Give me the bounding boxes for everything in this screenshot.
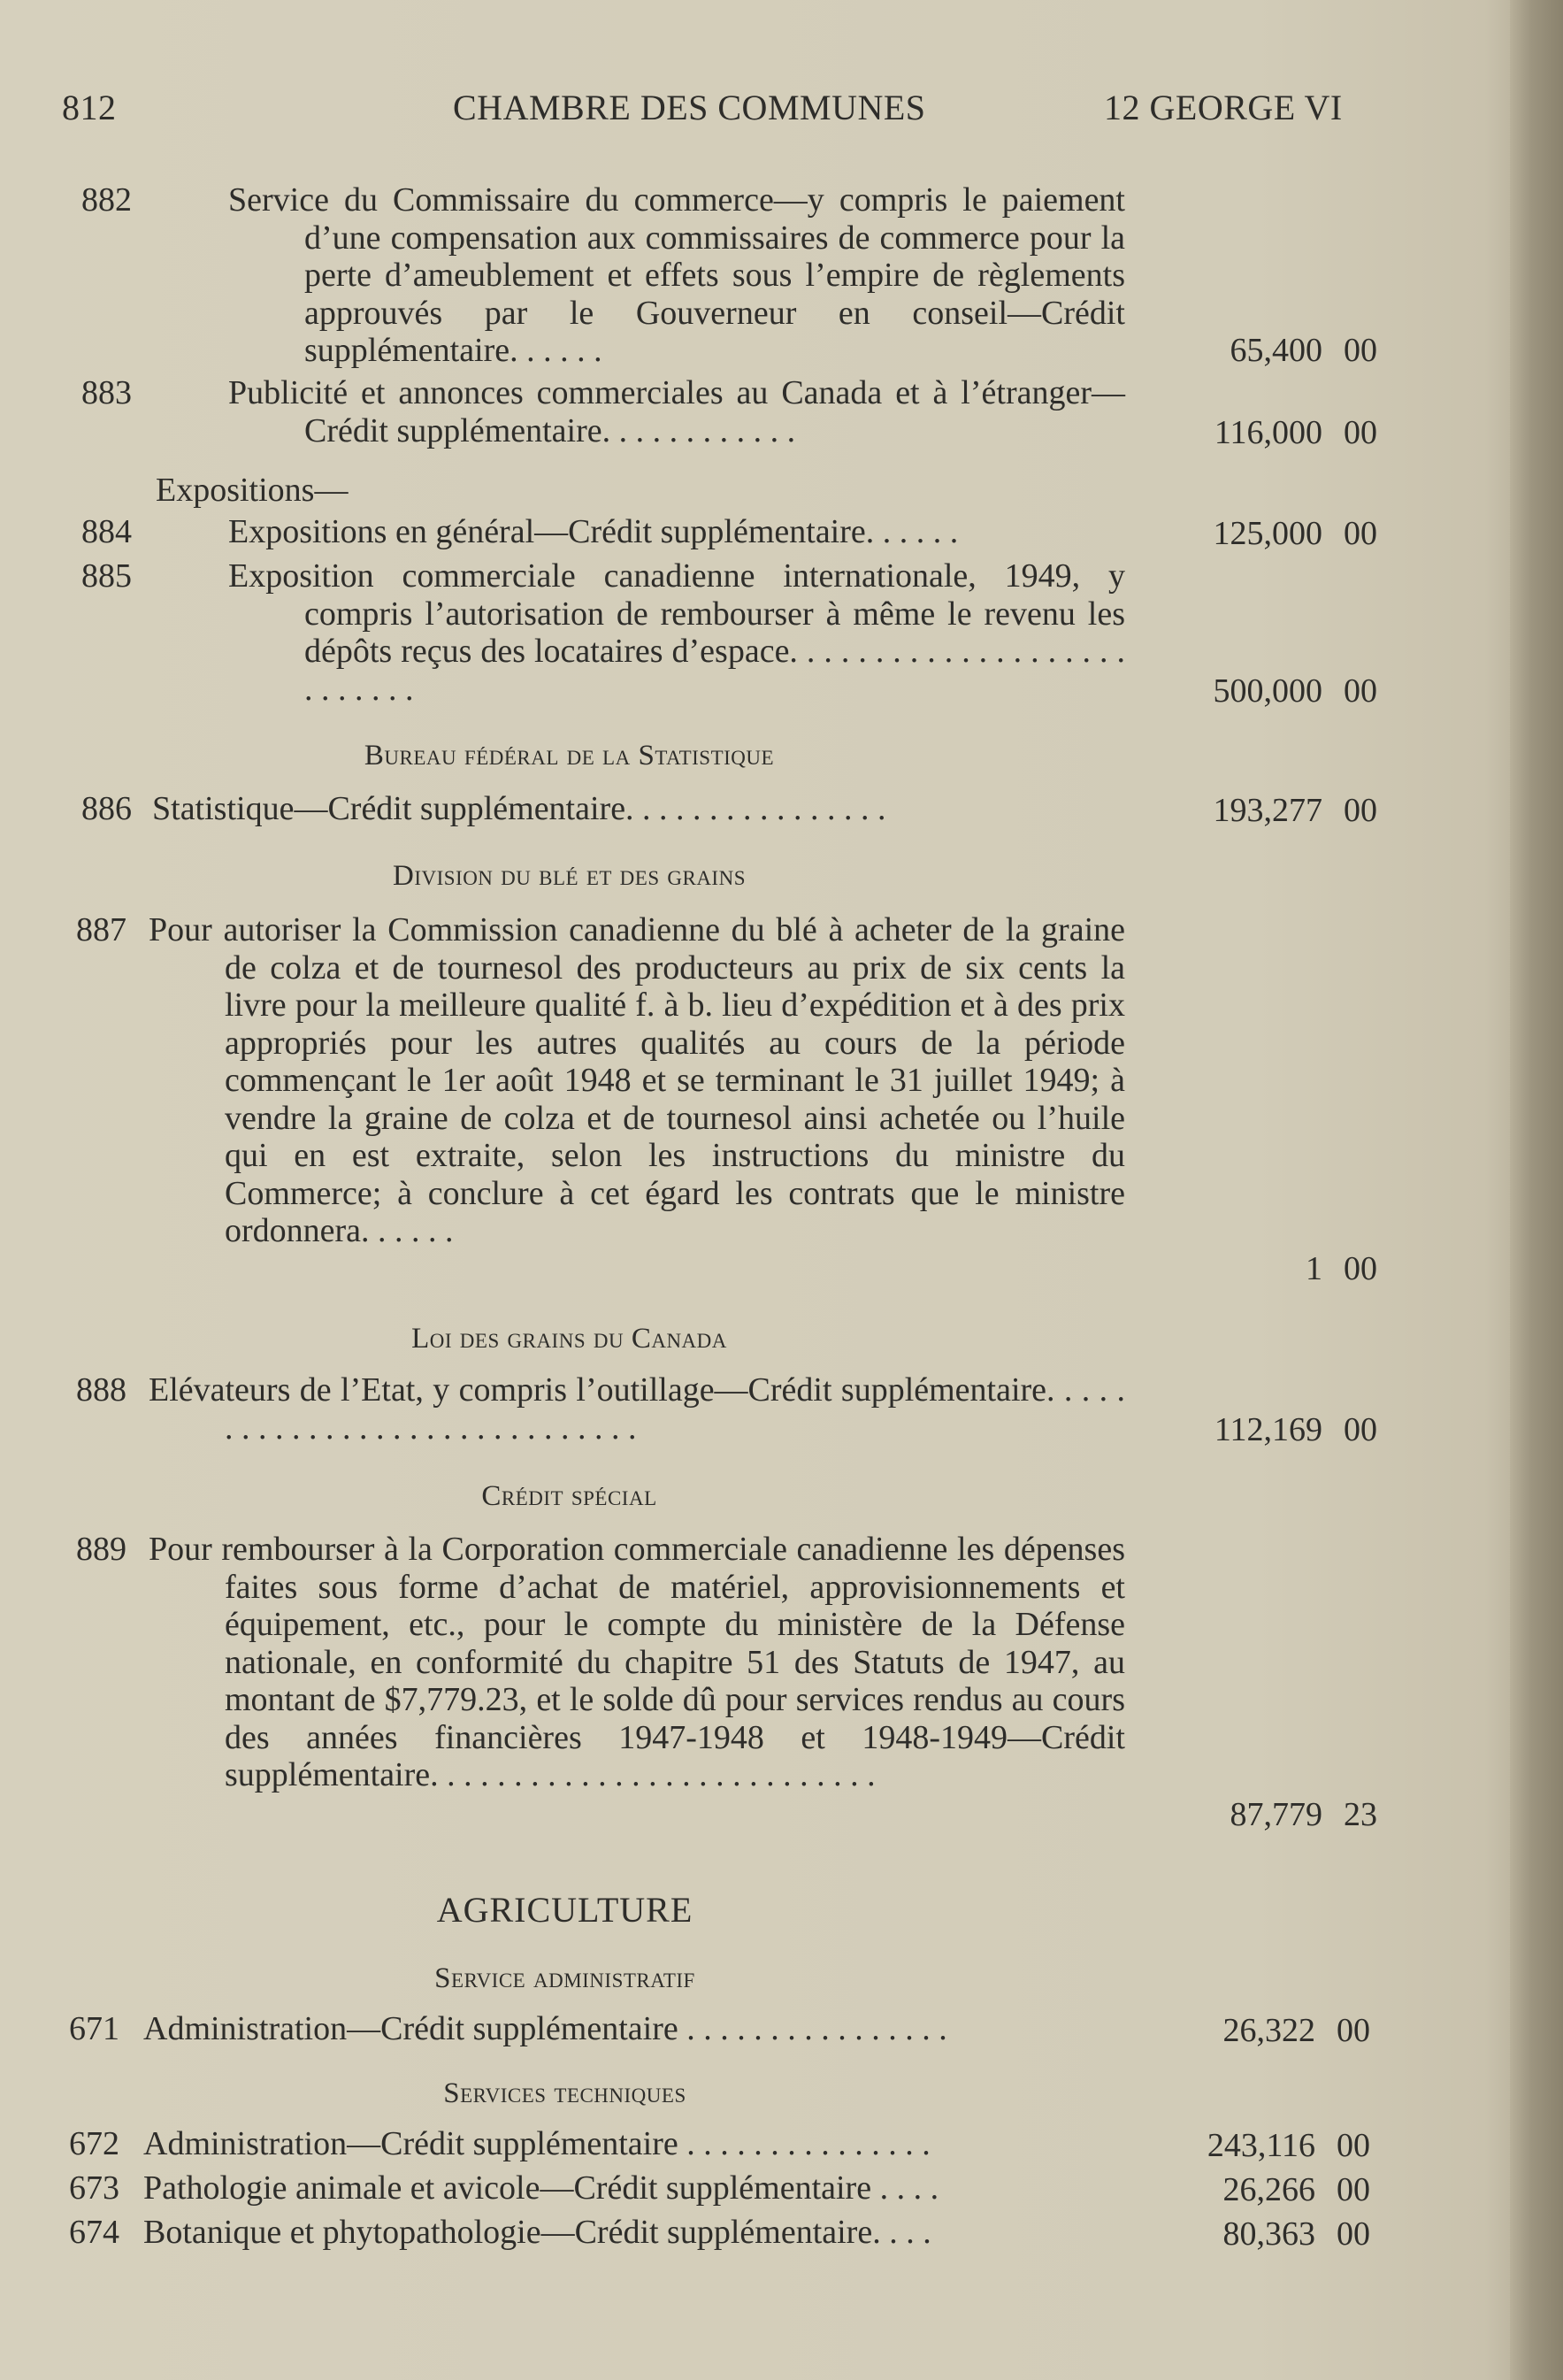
vote-amount: 125,000 00 bbox=[1213, 515, 1377, 552]
vote-number: 887 bbox=[76, 911, 126, 948]
vote-description: Botanique et phytopathologie—Crédit supplémentaire. . . . bbox=[143, 2214, 931, 2251]
vote-number: 888 bbox=[76, 1371, 126, 1409]
vote-amount: 500,000 00 bbox=[1213, 672, 1377, 710]
vote-description: Administration—Crédit supplémentaire . . . . . . . . . . . . . . . bbox=[143, 2125, 931, 2162]
vote-number: 672 bbox=[69, 2125, 119, 2162]
vote-description: Exposition commerciale canadienne internationale, 1949, y compris l’autorisation de rembourser à même le revenu les dépôts reçus des locataires d’espace. . . . . . . . . . . . . . . . . . . . . . . . . . . bbox=[228, 557, 1125, 708]
vote-number: 884 bbox=[81, 513, 132, 550]
vote-description: Publicité et annonces commerciales au Canada et à l’étranger—Crédit supplémentaire. . . . . . . . . . . . bbox=[228, 374, 1125, 449]
subheading-expositions: Expositions— bbox=[156, 472, 349, 509]
vote-amount: 243,116 00 bbox=[1207, 2127, 1370, 2164]
vote-number: 889 bbox=[76, 1531, 126, 1568]
section-heading-statistique: Bureau fédéral de la Statistique bbox=[364, 740, 775, 772]
vote-amount: 1 00 bbox=[1306, 1250, 1377, 1287]
vote-amount: 26,266 00 bbox=[1222, 2171, 1370, 2208]
section-heading-loi-grains: Loi des grains du Canada bbox=[411, 1323, 727, 1355]
page-title: CHAMBRE DES COMMUNES bbox=[453, 88, 926, 127]
vote-number: 673 bbox=[69, 2169, 119, 2207]
reign-label: 12 GEORGE VI bbox=[1104, 88, 1343, 127]
vote-amount: 116,000 00 bbox=[1214, 414, 1377, 451]
section-heading-service-administratif: Service administratif bbox=[434, 1962, 695, 1994]
vote-number: 674 bbox=[69, 2214, 119, 2251]
vote-number: 671 bbox=[69, 2010, 119, 2047]
book-spine-shadow bbox=[1510, 0, 1563, 2380]
vote-amount: 26,322 00 bbox=[1222, 2012, 1370, 2049]
vote-description: Pathologie animale et avicole—Crédit supplémentaire . . . . bbox=[143, 2169, 939, 2207]
vote-description: Service du Commissaire du commerce—y compris le paiement d’une compensation aux commissaires de commerce pour la perte d’ameublement et effets sous l’empire de règlements approuvés par le Gouverneur en conseil—Crédit supplémentaire. . . . . . bbox=[228, 181, 1125, 369]
vote-number: 885 bbox=[81, 557, 132, 595]
vote-description: Administration—Crédit supplémentaire . . . . . . . . . . . . . . . . bbox=[143, 2010, 947, 2047]
section-heading-services-techniques: Services techniques bbox=[443, 2077, 686, 2109]
vote-amount: 80,363 00 bbox=[1222, 2215, 1370, 2253]
vote-number: 886 bbox=[81, 790, 132, 827]
vote-description: Elévateurs de l’Etat, y compris l’outillage—Crédit supplémentaire. . . . . . . . . . . . . . . . . . . . . . . . . . . . . . bbox=[149, 1371, 1125, 1447]
section-heading-ble-grains: Division du blé et des grains bbox=[392, 860, 746, 892]
section-heading-credit-special: Crédit spécial bbox=[481, 1480, 657, 1512]
vote-amount: 112,169 00 bbox=[1214, 1411, 1377, 1448]
vote-description: Pour autoriser la Commission canadienne du blé à acheter de la graine de colza et de tournesol des producteurs au prix de six cents la livre pour la meilleure qualité f. à b. lieu d’expédition et à des prix appropriés pour les autres qualités au cours de la période commençant le 1er août 1948 et se terminant le 31 juillet 1949; à vendre la graine de colza et de tournesol ainsi achetée ou l’huile qui en est extraite, selon les instructions du ministre du Commerce; à conclure à cet égard les contrats que le ministre ordonnera. . . . . . bbox=[149, 911, 1125, 1249]
page-number: 812 bbox=[62, 88, 117, 127]
vote-amount: 65,400 00 bbox=[1230, 332, 1377, 369]
vote-description: Statistique—Crédit supplémentaire. . . . . . . . . . . . . . . . bbox=[152, 790, 886, 827]
department-heading-agriculture: AGRICULTURE bbox=[436, 1890, 693, 1930]
vote-amount: 193,277 00 bbox=[1213, 792, 1377, 829]
vote-description: Pour rembourser à la Corporation commerciale canadienne les dépenses faites sous forme d’achat de matériel, approvisionnements et équipement, etc., pour le compte du ministère de la Défense nationale, en conformité du chapitre 51 des Statuts de 1947, au montant de $7,779.23, et le solde dû pour services rendus au cours des années financières 1947-1948 et 1948-1949—Crédit supplémentaire. . . . . . . . . . . . . . . . . . . . . . . . . . . bbox=[149, 1531, 1125, 1793]
vote-number: 883 bbox=[81, 374, 132, 411]
vote-description: Expositions en général—Crédit supplémentaire. . . . . . bbox=[228, 513, 959, 550]
vote-number: 882 bbox=[81, 181, 132, 219]
vote-amount: 87,779 23 bbox=[1230, 1796, 1377, 1833]
